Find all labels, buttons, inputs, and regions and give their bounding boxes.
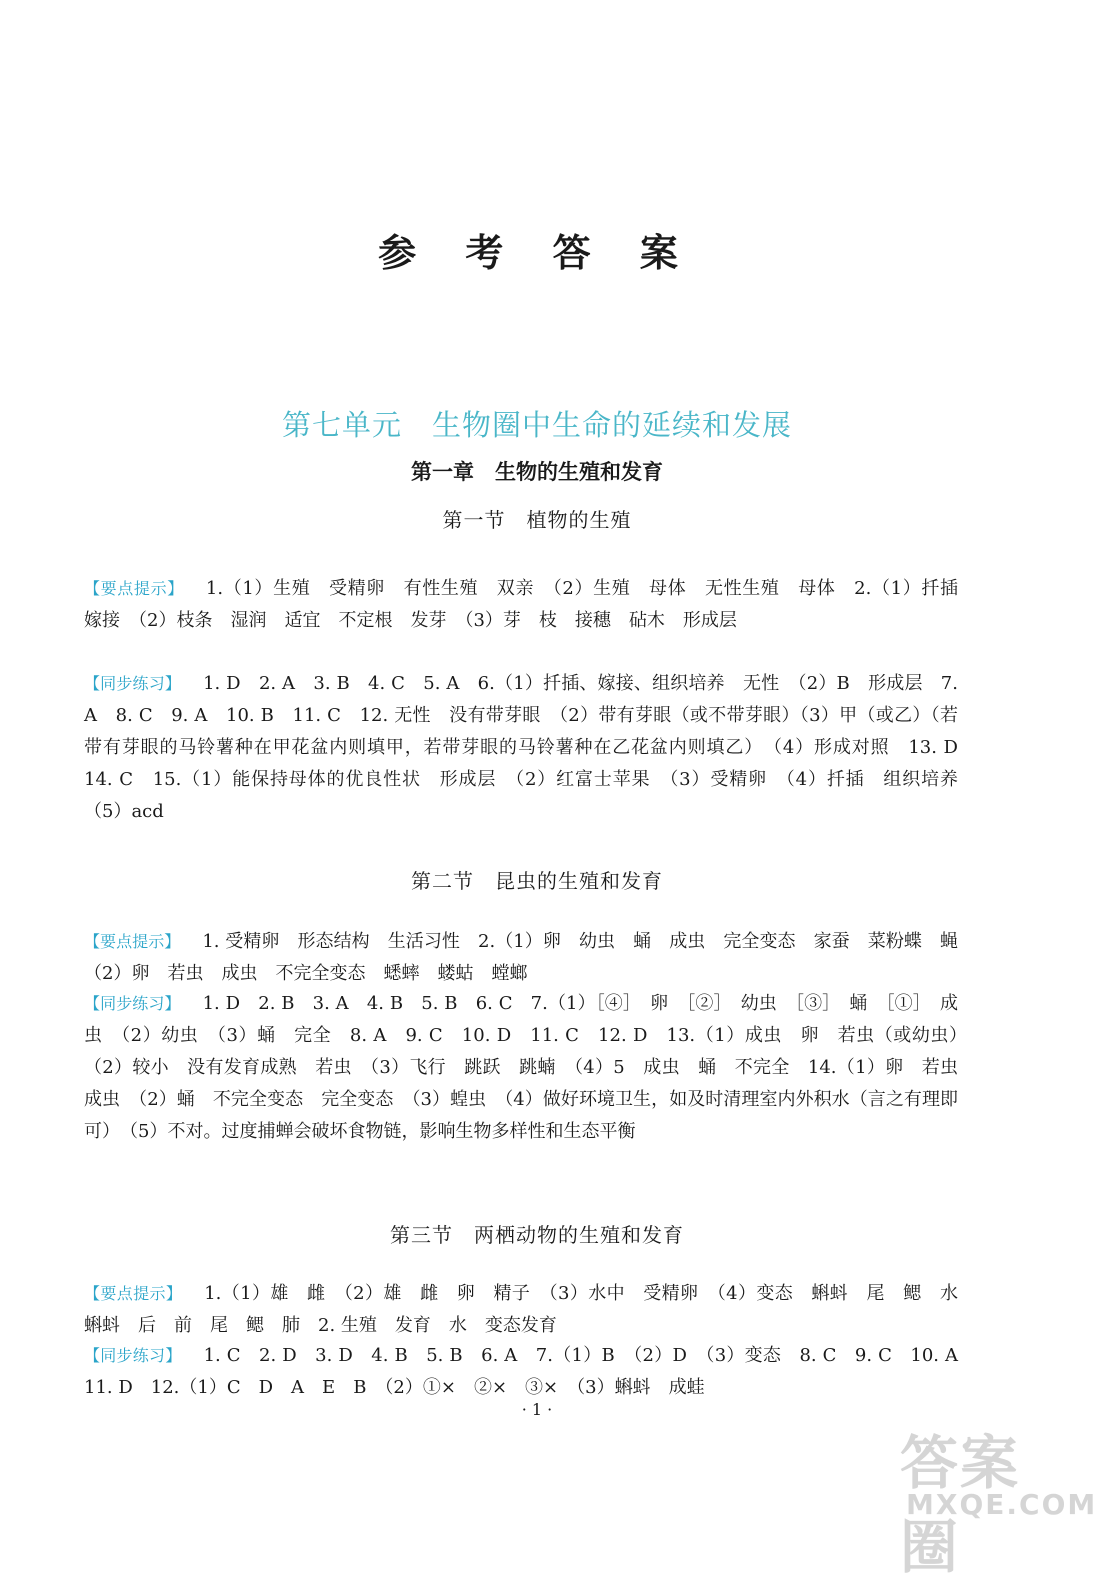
section-3-practice — [84, 1340, 976, 1404]
section-2-practice — [84, 988, 976, 1148]
section-3-key-points — [84, 1278, 976, 1342]
practice-text: 1. D 2. B 3. A 4. B 5. B 6. C 7.（1）［④］ 卵 ［②］ 幼虫 ［③］ 蛹 ［①］ 成虫 （2）幼虫 （3）蛹 完全 8. A 9. C 10. D 11. C 12. D 13.（1）成虫 卵 若虫（或幼虫） （2）较小 没有发育成熟 若虫 （3）飞行 跳跃 跳蝻 （4）5 成虫 蛹 不完全 14.（1）卵 若虫 成虫 （2）蛹 不完全变态 完全变态 （3）蝗虫 （4）做好环境卫生，如及时清理室内外积水（言之有理即可） （5）不对。过度捕蝉会破坏食物链，影响生物多样性和生态平衡 — [84, 993, 976, 1142]
practice-label: 【同步练习】 — [84, 1346, 182, 1365]
section-1-key-points — [84, 573, 976, 637]
key-points-text: 1.（1）生殖 受精卵 有性生殖 双亲 （2）生殖 母体 无性生殖 母体 2.（1）扦插 嫁接 （2）枝条 湿润 适宜 不定根 发芽 （3）芽 枝 接穗 砧木 形成层 — [84, 578, 976, 631]
practice-text: 1. D 2. A 3. B 4. C 5. A 6.（1）扦插、嫁接、组织培养 无性 （2）B 形成层 7. A 8. C 9. A 10. B 11. C 12. 无性 没有带芽眼 （2）带有芽眼（或不带芽眼）（3）甲（或乙）（若带有芽眼的马铃薯种在甲花盆内则填甲，若带芽眼的马铃薯种在乙花盆内则填乙） （4）形成对照 13. D 14. C 15.（1）能保持母体的优良性状 形成层 （2）红富士苹果 （3）受精卵 （4）扦插 组织培养 （5）acd — [84, 673, 976, 822]
section-2-key-points — [84, 926, 976, 990]
key-points-text: 1.（1）雄 雌 （2）雄 雌 卵 精子 （3）水中 受精卵 （4）变态 蝌蚪 尾 鳃 水 蝌蚪 后 前 尾 鳃 肺 2. 生殖 发育 水 变态发育 — [84, 1283, 976, 1336]
watermark-logo-text: 答案圈 — [900, 1429, 1021, 1581]
watermark — [890, 1412, 1097, 1581]
section-title-2: 第二节 昆虫的生殖和发育 — [411, 869, 663, 893]
practice-label: 【同步练习】 — [84, 994, 181, 1013]
key-points-label: 【要点提示】 — [84, 1284, 183, 1303]
key-points-label: 【要点提示】 — [84, 932, 181, 951]
practice-text: 1. C 2. D 3. D 4. B 5. B 6. A 7.（1）B （2）D （3）变态 8. C 9. C 10. A 11. D 12.（1）C D A E B （2）①× ②× ③× （3）蝌蚪 成蛙 — [84, 1345, 976, 1398]
section-title-3: 第三节 两栖动物的生殖和发育 — [390, 1223, 684, 1247]
watermark-site-text: MXQE.COM — [906, 1488, 1097, 1521]
key-points-label: 【要点提示】 — [84, 579, 184, 598]
page-number: · 1 · — [521, 1400, 553, 1419]
practice-label: 【同步练习】 — [84, 674, 182, 693]
key-points-text: 1. 受精卵 形态结构 生活习性 2.（1）卵 幼虫 蛹 成虫 完全变态 家蚕 菜粉蝶 蝇 （2）卵 若虫 成虫 不完全变态 蟋蟀 蝼蛄 螳螂 — [84, 931, 976, 984]
section-1-practice — [84, 668, 976, 828]
chapter-title: 第一章 生物的生殖和发育 — [411, 460, 663, 484]
unit-title: 第七单元 生物圈中生命的延续和发展 — [281, 408, 792, 442]
page-title: 参 考 答 案 — [378, 231, 696, 275]
section-title-1: 第一节 植物的生殖 — [442, 508, 632, 532]
